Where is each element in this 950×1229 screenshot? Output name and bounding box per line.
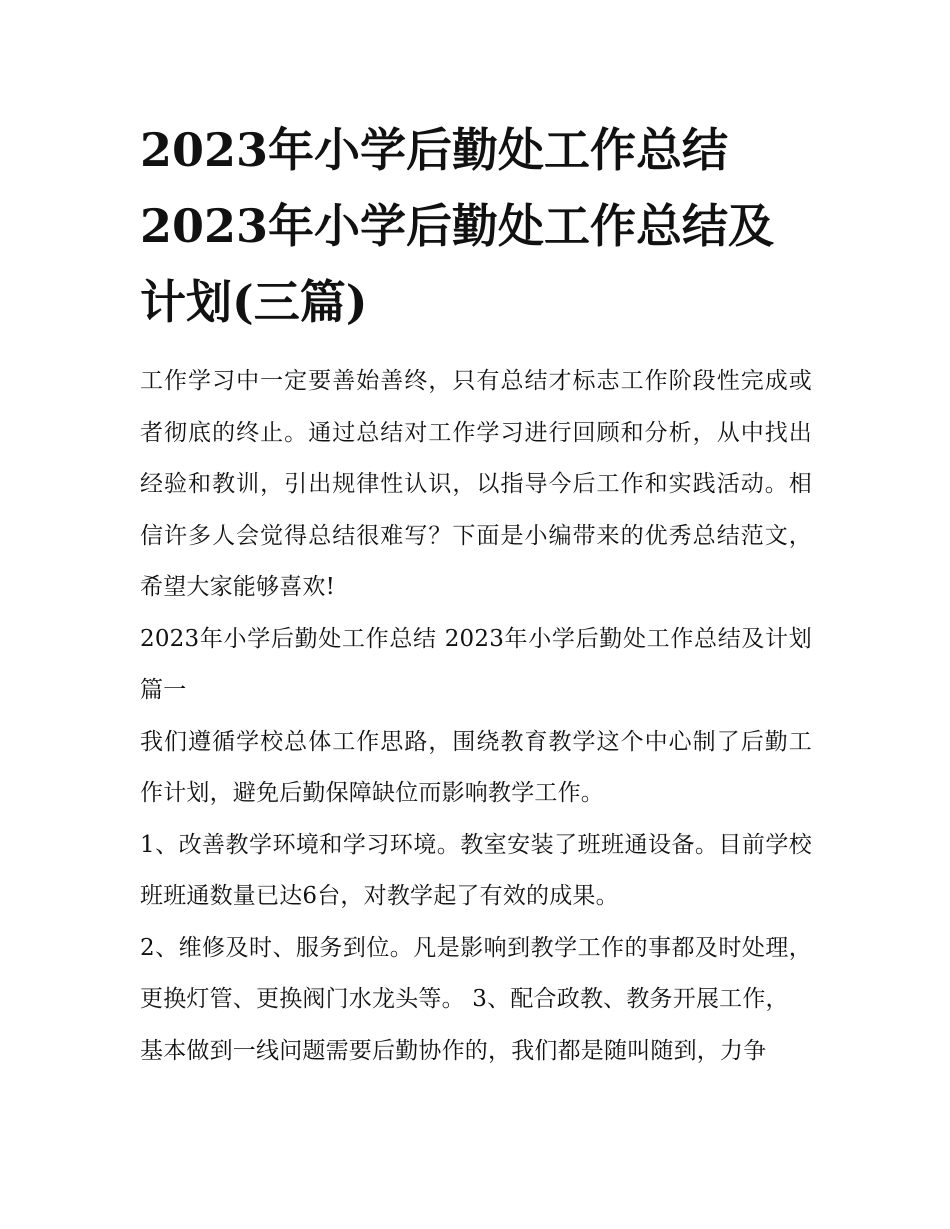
document-title: 2023年小学后勤处工作总结 2023年小学后勤处工作总结及计划(三篇) — [140, 123, 775, 329]
body-paragraph: 我们遵循学校总体工作思路，围绕教育教学这个中心制了后勤工作计划，避免后勤保障缺位而影响教学工作。 — [140, 728, 812, 806]
document-page — [140, 112, 812, 1077]
list-item-1: 1、改善教学环境和学习环境。教室安装了班班通设备。目前学校班班通数量已达6台，对教学起了有效的成果。 — [140, 831, 812, 909]
body-paragraph-continued: 基本做到一线问题需要后勤协作的，我们都是随叫随到，力争 — [140, 1037, 767, 1064]
document-body — [140, 356, 812, 1077]
list-item-2: 2、维修及时、服务到位。凡是影响到教学工作的事都及时处理，更换灯管、更换阀门水龙头等。 3、配合政教、教务开展工作， — [140, 934, 812, 1012]
intro-paragraph: 工作学习中一定要善始善终，只有总结才标志工作阶段性完成或者彻底的终止。通过总结对工作学习进行回顾和分析，从中找出经验和教训，引出规律性认识，以指导今后工作和实践活动。相信许多人会觉得总结很难写？下面是小编带来的优秀总结范文，希望大家能够喜欢! — [140, 368, 812, 600]
section-heading: 2023年小学后勤处工作总结 2023年小学后勤处工作总结及计划篇一 — [140, 625, 812, 703]
